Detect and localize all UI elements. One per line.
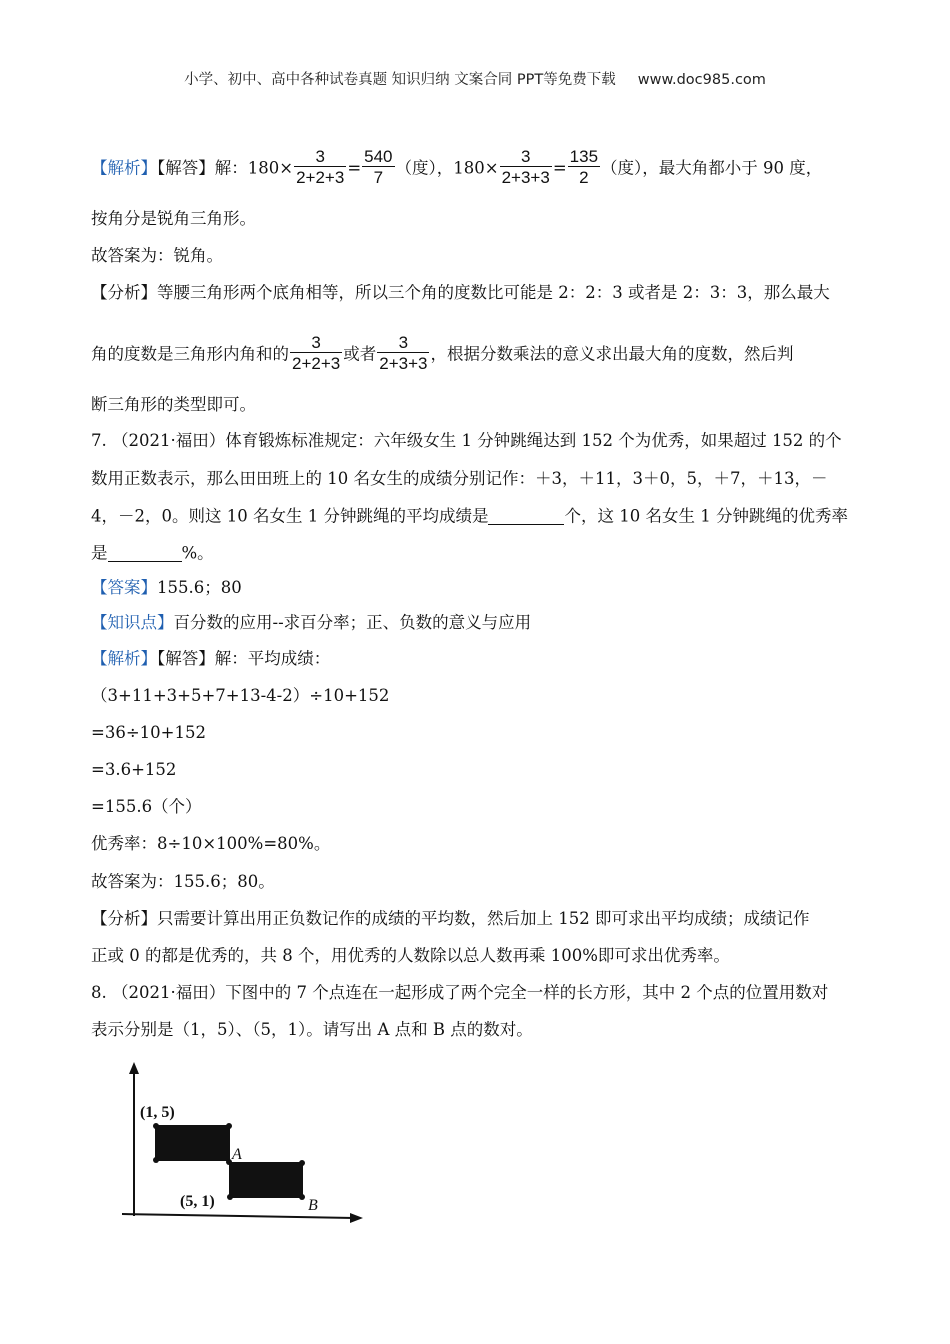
fenxi-tag: 【分析】 <box>91 283 157 302</box>
q7-knowledge <box>91 615 531 632</box>
q7-calc3: =3.6+152 <box>91 760 177 779</box>
frac-num: 540 <box>364 147 393 166</box>
fraction <box>362 148 394 186</box>
frac-num: 3 <box>315 147 325 166</box>
fraction <box>568 148 600 186</box>
label-5-1: (5, 1) <box>180 1193 215 1210</box>
p6-line2: 按角分是锐角三角形。 <box>91 209 256 228</box>
p6-line3: 故答案为：锐角。 <box>91 246 223 265</box>
q7-calc1: （3+11+3+5+7+13-4-2）÷10+152 <box>91 686 390 705</box>
label-a: A <box>232 1146 242 1163</box>
frac-num: 3 <box>311 333 321 352</box>
fenxi-text: 或者 <box>343 344 377 364</box>
sol-text: （度），180× <box>395 158 499 178</box>
q7-text: %。 <box>181 543 214 563</box>
p6-fenxi-line3: 断三角形的类型即可。 <box>91 395 256 414</box>
fraction <box>294 148 346 186</box>
fenxi-text: 角的度数是三角形内角和的 <box>91 344 289 364</box>
frac-num: 3 <box>520 147 531 166</box>
frac-den: 2 <box>568 166 600 186</box>
sol-text: = <box>347 158 362 178</box>
x-axis <box>122 1214 354 1218</box>
q7-calc4: =155.6（个） <box>91 797 202 816</box>
page-header <box>0 68 950 89</box>
q7-line2: 数用正数表示，那么田田班上的 10 名女生的成绩分别记作：＋3，＋11，3＋0，5，＋7，＋13，－ <box>91 469 828 488</box>
frac-den: 2+3+3 <box>379 354 428 373</box>
q7-line3 <box>91 508 848 525</box>
frac-den: 2+2+3 <box>296 168 345 187</box>
analysis-tag: 【解析】 <box>91 158 157 178</box>
fenxi-text: ，根据分数乘法的意义求出最大角的度数，然后判 <box>430 344 794 364</box>
fenxi-text: 等腰三角形两个底角相等，所以三个角的度数比可能是 2：2：3 或者是 2：3：3，那么最大 <box>157 283 830 302</box>
header-site: www.doc985.com <box>637 72 766 88</box>
y-axis-arrow <box>129 1062 139 1074</box>
label-1-5: (1, 5) <box>140 1104 175 1121</box>
frac-num: 3 <box>398 333 409 352</box>
q7-solution <box>91 651 330 668</box>
answer-text: 155.6；80 <box>157 578 242 597</box>
rectangle-lower <box>230 1163 302 1197</box>
frac-num: 135 <box>569 147 599 166</box>
x-axis-arrow <box>350 1213 363 1223</box>
fenxi-tag: 【分析】 <box>91 909 157 928</box>
label-b: B <box>308 1197 318 1214</box>
answer-blank <box>488 508 564 525</box>
q7-calc2: =36÷10+152 <box>91 723 206 742</box>
rectangle-upper <box>156 1126 229 1160</box>
sol-text: = <box>552 158 567 178</box>
frac-den: 2+2+3 <box>292 354 341 373</box>
q8-line2: 表示分别是（1，5）、（5，1）。请写出 A 点和 B 点的数对。 <box>91 1020 533 1039</box>
q7-fenxi-line1 <box>91 911 809 928</box>
fraction <box>290 334 342 372</box>
frac-den: 2+3+3 <box>501 168 550 187</box>
p6-fenxi-line1 <box>91 285 830 302</box>
p6-solution-line <box>91 147 823 188</box>
q7-answer <box>91 580 242 597</box>
point <box>299 1160 305 1166</box>
knowledge-text: 百分数的应用--求百分率；正、负数的意义与应用 <box>173 613 532 632</box>
point <box>227 1194 233 1200</box>
analysis-tag: 【解析】 <box>91 649 157 668</box>
coordinate-diagram <box>118 1058 368 1238</box>
q7-text: 是 <box>91 543 108 563</box>
answer-blank <box>108 545 182 562</box>
knowledge-tag: 【知识点】 <box>91 613 174 632</box>
q7-line4 <box>91 545 214 562</box>
sol-text: 解：180× <box>214 158 294 178</box>
q8-line1: 8. （2021·福田）下图中的 7 个点连在一起形成了两个完全一样的长方形，其中 2 个点的位置用数对 <box>91 983 829 1002</box>
answer-tag: 【解答】 <box>157 649 215 668</box>
frac-den: 7 <box>362 166 394 186</box>
fraction <box>500 148 552 186</box>
q7-text: 个，这 10 名女生 1 分钟跳绳的优秀率 <box>564 506 848 526</box>
q7-calc5: 优秀率：8÷10×100%=80%。 <box>91 834 331 853</box>
header-text: 小学、初中、高中各种试卷真题 知识归纳 文案合同 PPT等免费下载 <box>184 72 616 88</box>
q7-text: 4，－2，0。则这 10 名女生 1 分钟跳绳的平均成绩是 <box>91 506 489 526</box>
fenxi-text: 只需要计算出用正负数记作的成绩的平均数，然后加上 152 即可求出平均成绩；成绩记作 <box>157 909 810 928</box>
point <box>153 1157 159 1163</box>
answer-tag: 【答案】 <box>91 578 157 597</box>
fraction <box>377 334 429 372</box>
q7-fenxi-line2: 正或 0 的都是优秀的，共 8 个，用优秀的人数除以总人数再乘 100%即可求出优秀率。 <box>91 946 730 965</box>
point-b <box>299 1194 305 1200</box>
point <box>153 1123 159 1129</box>
point <box>226 1123 232 1129</box>
coordinate-figure <box>118 1058 368 1242</box>
p6-fenxi-line2 <box>91 333 794 374</box>
sol-text: （度），最大角都小于 90 度， <box>601 158 823 178</box>
solve-text: 解：平均成绩： <box>214 649 331 668</box>
q7-line1: 7. （2021·福田）体育锻炼标准规定：六年级女生 1 分钟跳绳达到 152 个为优秀，如果超过 152 的个 <box>91 431 842 450</box>
q7-final: 故答案为：155.6；80。 <box>91 872 275 891</box>
answer-tag: 【解答】 <box>157 158 215 178</box>
